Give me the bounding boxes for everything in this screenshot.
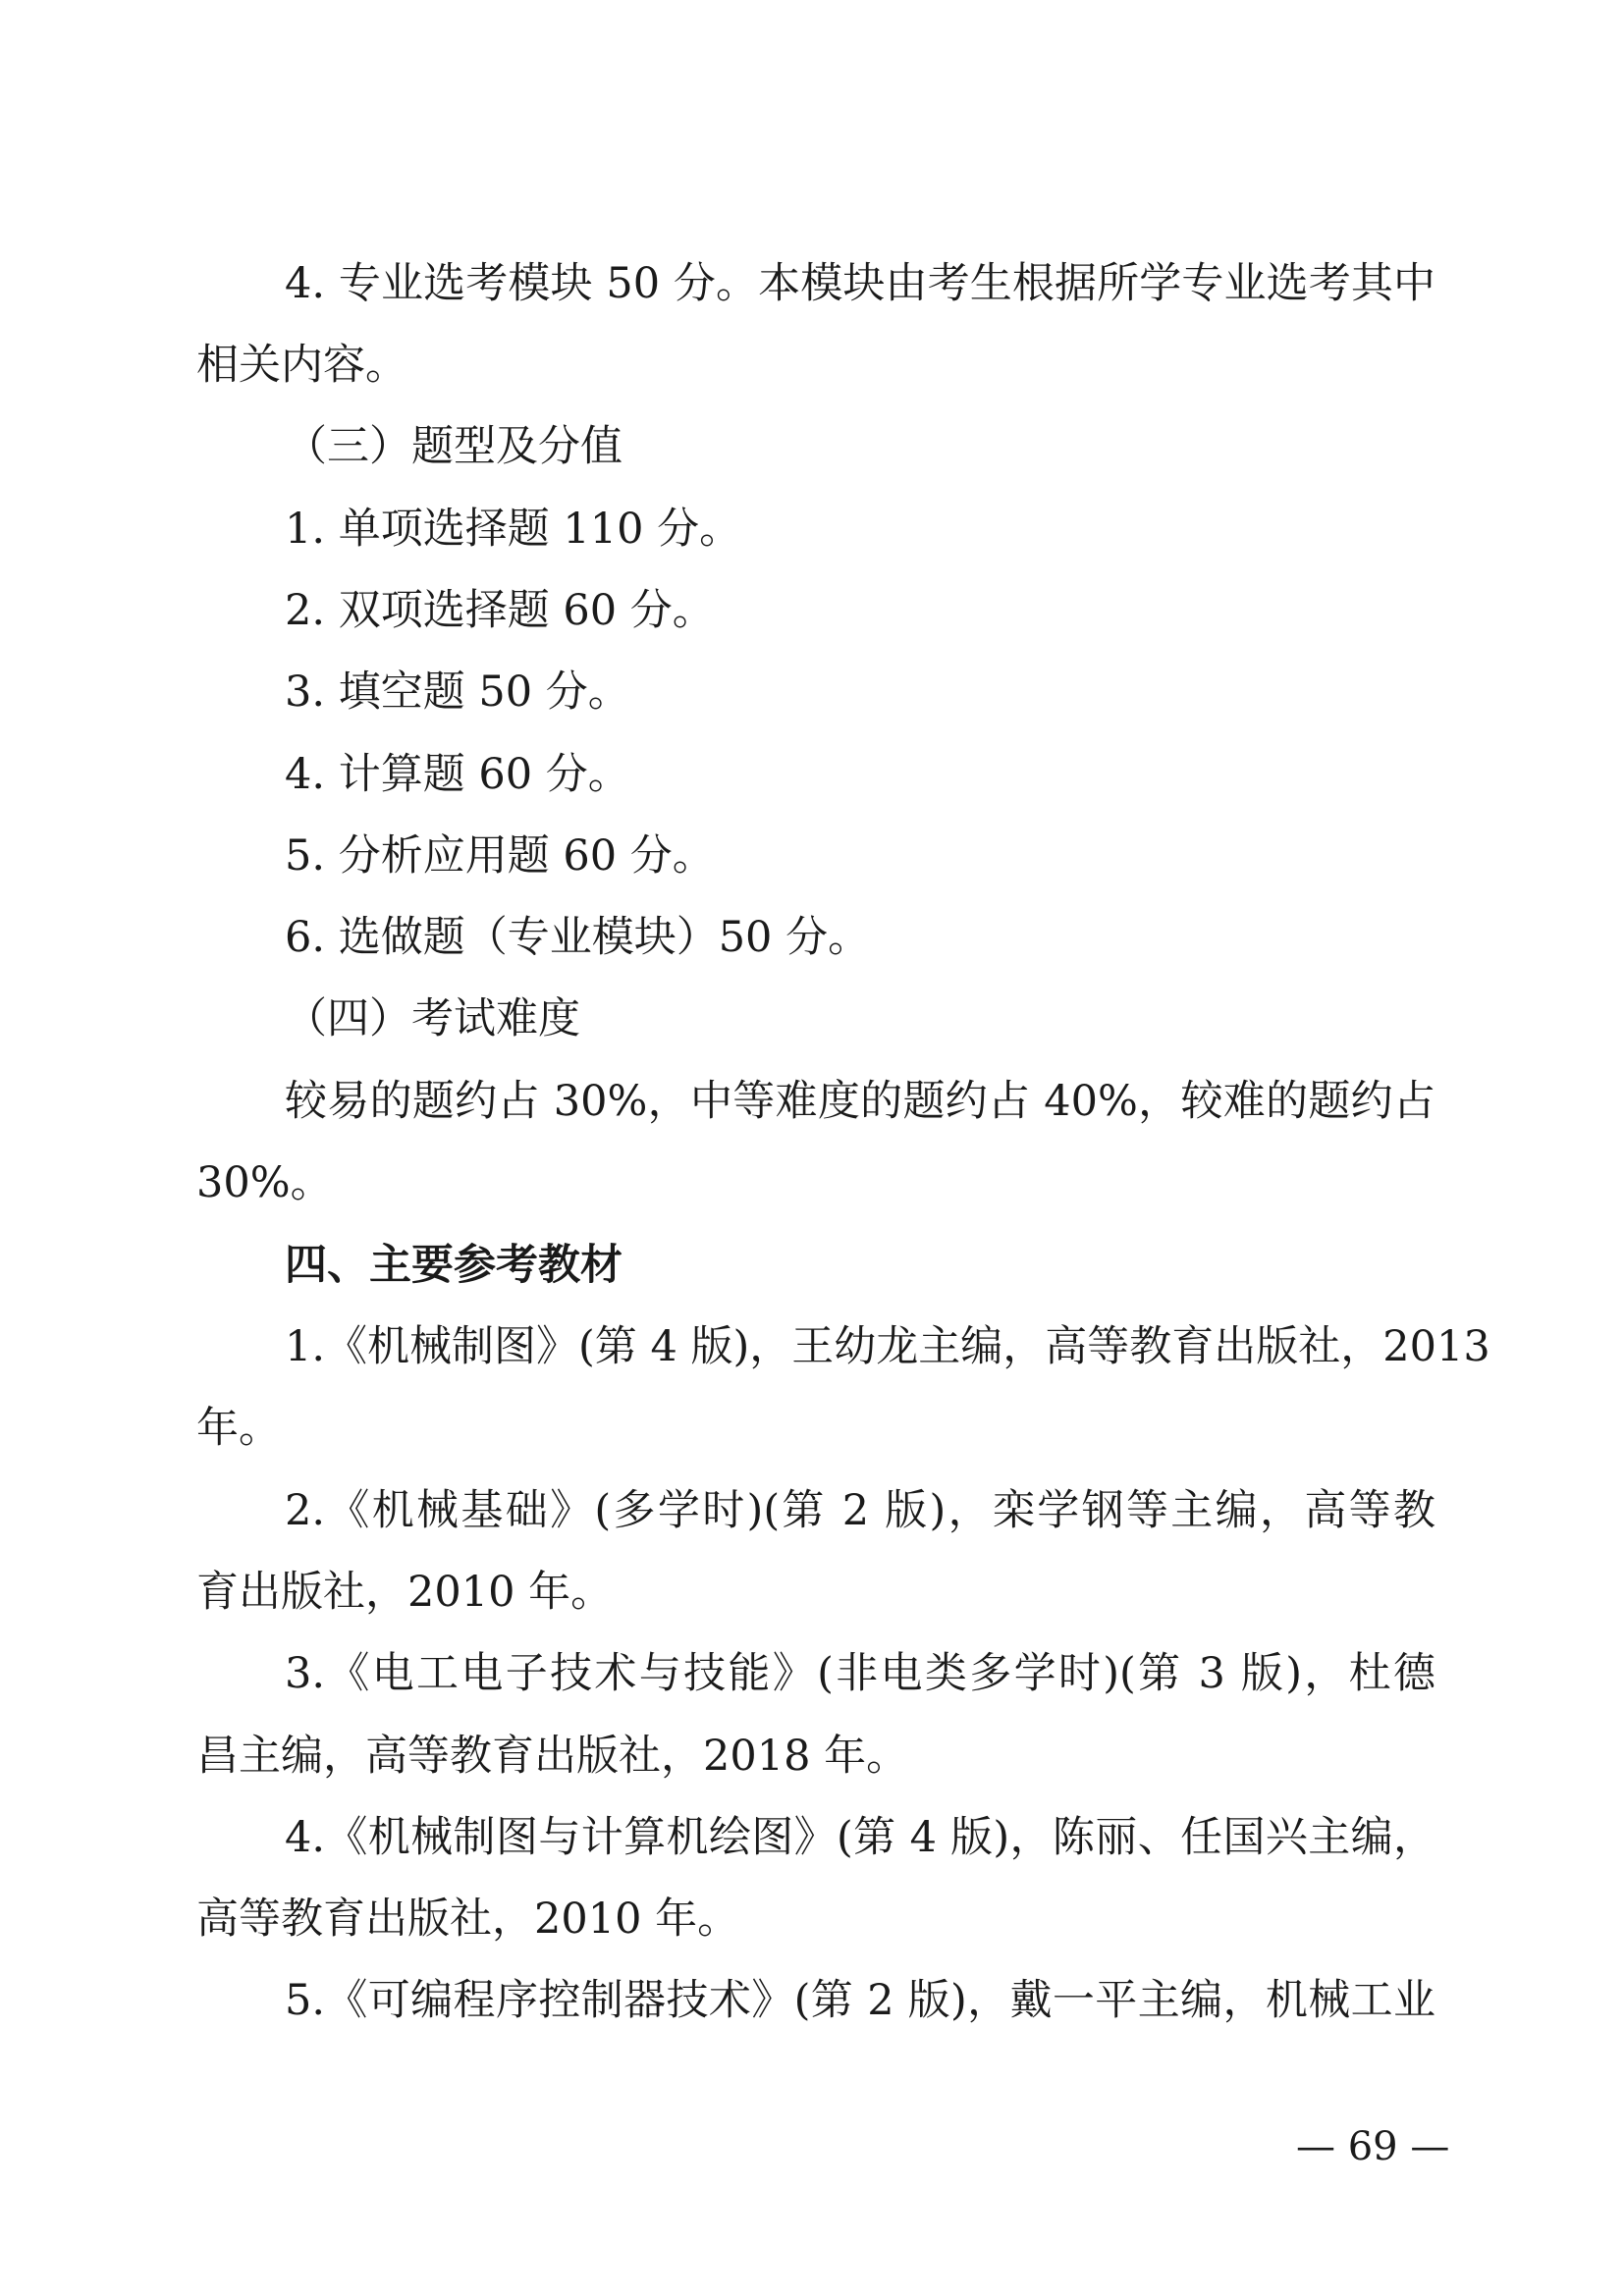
paragraph-line: 4. 专业选考模块 50 分。本模块由考生根据所学专业选考其中	[285, 259, 1435, 308]
list-item: 3. 填空题 50 分。	[285, 667, 630, 717]
list-item: 1. 单项选择题 110 分。	[285, 505, 742, 554]
reference-line: 高等教育出版社，2010 年。	[196, 1895, 740, 1944]
reference-line: 昌主编，高等教育出版社，2018 年。	[196, 1732, 909, 1781]
paragraph-line: 相关内容。	[196, 341, 407, 390]
paragraph-line: 较易的题约占 30%，中等难度的题约占 40%，较难的题约占	[285, 1077, 1435, 1126]
list-item: 5. 分析应用题 60 分。	[285, 831, 715, 881]
reference-line: 2.《机械基础》(多学时)(第 2 版)，栾学钢等主编，高等教	[285, 1486, 1435, 1535]
reference-line: 5.《可编程序控制器技术》(第 2 版)，戴一平主编，机械工业	[285, 1976, 1435, 2025]
paragraph-line: 30%。	[196, 1158, 333, 1207]
reference-line: 4.《机械制图与计算机绘图》(第 4 版)，陈丽、任国兴主编，	[285, 1813, 1435, 1862]
reference-line: 年。	[196, 1404, 281, 1453]
reference-line: 1.《机械制图》(第 4 版)，王幼龙主编，高等教育出版社，2013	[285, 1322, 1490, 1371]
chapter-heading: 四、主要参考教材	[285, 1241, 623, 1290]
list-item: 2. 双项选择题 60 分。	[285, 586, 715, 635]
section-heading: （三）题型及分值	[285, 422, 623, 471]
section-heading: （四）考试难度	[285, 994, 580, 1043]
reference-line: 3.《电工电子技术与技能》(非电类多学时)(第 3 版)，杜德	[285, 1649, 1435, 1698]
reference-line: 育出版社，2010 年。	[196, 1568, 614, 1617]
list-item: 4. 计算题 60 分。	[285, 750, 630, 799]
list-item: 6. 选做题（专业模块）50 分。	[285, 913, 871, 962]
page-number: — 69 —	[1296, 2124, 1450, 2169]
